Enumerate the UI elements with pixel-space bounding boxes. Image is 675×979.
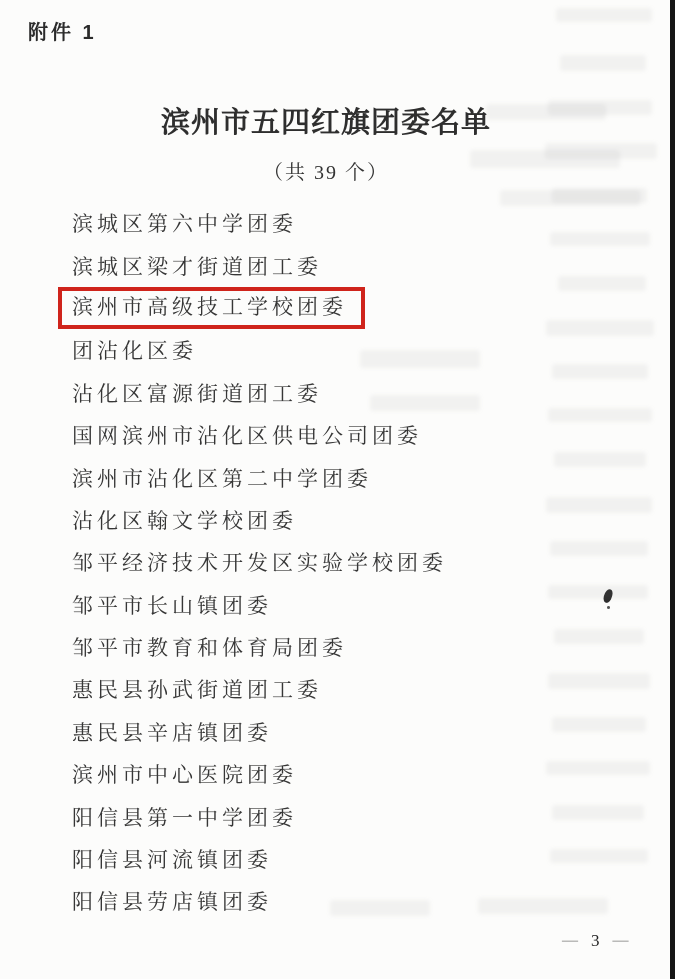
list-item: 邹平市教育和体育局团委 <box>72 636 347 661</box>
page-number-right-dash: — <box>612 932 629 949</box>
list-item: 国网滨州市沾化区供电公司团委 <box>72 424 422 449</box>
list-item: 阳信县劳店镇团委 <box>72 890 272 915</box>
document-title: 滨州市五四红旗团委名单 <box>160 107 491 139</box>
list-item: 滨城区第六中学团委 <box>72 212 297 237</box>
list-item: 邹平市长山镇团委 <box>72 593 272 618</box>
scan-edge-line <box>670 0 675 979</box>
list-item: 惠民县孙武街道团工委 <box>72 678 322 703</box>
list-item: 滨城区梁才街道团工委 <box>72 254 322 279</box>
attachment-label: 附件 1 <box>28 22 97 44</box>
bleed-through-artifact <box>560 55 646 71</box>
list-item: 邹平经济技术开发区实验学校团委 <box>72 551 447 576</box>
bleed-through-artifact <box>556 8 652 22</box>
list-item: 团沾化区委 <box>72 339 197 364</box>
document-subtitle: （共 39 个） <box>263 162 389 184</box>
list-item: 滨州市中心医院团委 <box>72 763 297 788</box>
highlighted-list-item: 滨州市高级技工学校团委 <box>58 287 365 328</box>
list-item: 沾化区富源街道团工委 <box>72 381 322 406</box>
list-item: 阳信县第一中学团委 <box>72 805 297 830</box>
ink-dot-artifact <box>607 606 610 609</box>
page-number-left-dash: — <box>562 932 578 949</box>
award-list <box>0 202 640 923</box>
list-item <box>0 287 640 329</box>
list-item: 沾化区翰文学校团委 <box>72 508 297 533</box>
page-number-value: 3 <box>591 931 600 950</box>
list-item: 惠民县辛店镇团委 <box>72 720 272 745</box>
list-item: 阳信县河流镇团委 <box>72 848 272 873</box>
bleed-through-artifact <box>552 188 647 203</box>
page-number <box>562 931 629 951</box>
list-item: 滨州市沾化区第二中学团委 <box>72 466 372 491</box>
